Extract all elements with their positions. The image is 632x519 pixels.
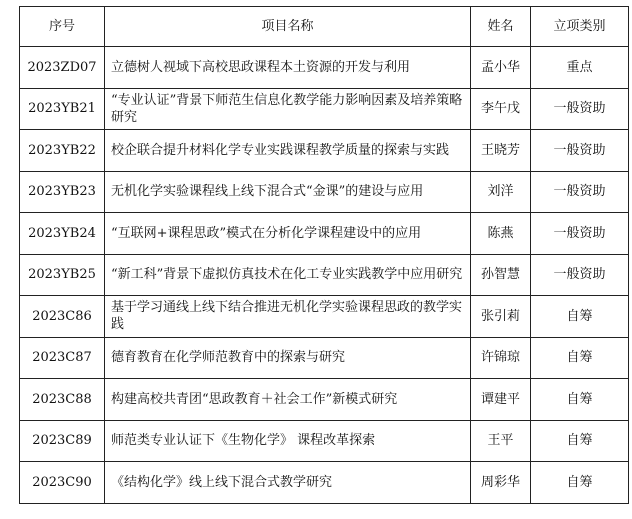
cell-name: 陈燕	[471, 213, 531, 255]
cell-type: 自筹	[531, 462, 629, 504]
cell-name: 孙智慧	[471, 254, 531, 296]
cell-name: 谭建平	[471, 379, 531, 421]
cell-name: 王平	[471, 420, 531, 462]
cell-title: “专业认证”背景下师范生信息化教学能力影响因素及培养策略研究	[105, 88, 471, 130]
header-row	[20, 7, 629, 47]
cell-id: 2023C86	[20, 296, 105, 338]
cell-title: 师范类专业认证下《生物化学》 课程改革探索	[105, 420, 471, 462]
header-title: 项目名称	[105, 7, 471, 47]
table-row	[20, 379, 629, 421]
cell-type: 一般资助	[531, 130, 629, 172]
project-table	[19, 6, 629, 504]
cell-name: 王晓芳	[471, 130, 531, 172]
cell-id: 2023C87	[20, 337, 105, 379]
table-row	[20, 213, 629, 255]
header-name: 姓名	[471, 7, 531, 47]
cell-name: 许锦琼	[471, 337, 531, 379]
cell-name: 李午戊	[471, 88, 531, 130]
cell-title: 无机化学实验课程线上线下混合式“金课”的建设与应用	[105, 171, 471, 213]
cell-type: 自筹	[531, 296, 629, 338]
cell-id: 2023YB22	[20, 130, 105, 172]
header-id: 序号	[20, 7, 105, 47]
header-type: 立项类别	[531, 7, 629, 47]
cell-type: 一般资助	[531, 213, 629, 255]
table-row	[20, 462, 629, 504]
cell-type: 自筹	[531, 420, 629, 462]
cell-id: 2023C89	[20, 420, 105, 462]
cell-type: 一般资助	[531, 171, 629, 213]
cell-id: 2023YB25	[20, 254, 105, 296]
cell-title: 校企联合提升材料化学专业实践课程教学质量的探索与实践	[105, 130, 471, 172]
cell-type: 自筹	[531, 379, 629, 421]
cell-id: 2023C88	[20, 379, 105, 421]
table-row	[20, 337, 629, 379]
table-row	[20, 171, 629, 213]
cell-title: “新工科”背景下虚拟仿真技术在化工专业实践教学中应用研究	[105, 254, 471, 296]
cell-name: 刘洋	[471, 171, 531, 213]
table-row	[20, 47, 629, 89]
cell-id: 2023C90	[20, 462, 105, 504]
cell-type: 一般资助	[531, 88, 629, 130]
cell-title: “互联网+课程思政”模式在分析化学课程建设中的应用	[105, 213, 471, 255]
cell-title: 《结构化学》线上线下混合式教学研究	[105, 462, 471, 504]
cell-title: 立德树人视域下高校思政课程本土资源的开发与利用	[105, 47, 471, 89]
cell-id: 2023ZD07	[20, 47, 105, 89]
cell-title: 构建高校共青团“思政教育＋社会工作”新模式研究	[105, 379, 471, 421]
cell-type: 自筹	[531, 337, 629, 379]
cell-type: 一般资助	[531, 254, 629, 296]
cell-id: 2023YB24	[20, 213, 105, 255]
cell-name: 张引莉	[471, 296, 531, 338]
table-row	[20, 254, 629, 296]
cell-id: 2023YB23	[20, 171, 105, 213]
table-row	[20, 420, 629, 462]
cell-name: 孟小华	[471, 47, 531, 89]
cell-id: 2023YB21	[20, 88, 105, 130]
table-row	[20, 130, 629, 172]
table-row	[20, 88, 629, 130]
cell-name: 周彩华	[471, 462, 531, 504]
table-body	[20, 47, 629, 504]
cell-title: 基于学习通线上线下结合推进无机化学实验课程思政的教学实践	[105, 296, 471, 338]
table-header	[20, 7, 629, 47]
cell-type: 重点	[531, 47, 629, 89]
cell-title: 德育教育在化学师范教育中的探索与研究	[105, 337, 471, 379]
table-row	[20, 296, 629, 338]
